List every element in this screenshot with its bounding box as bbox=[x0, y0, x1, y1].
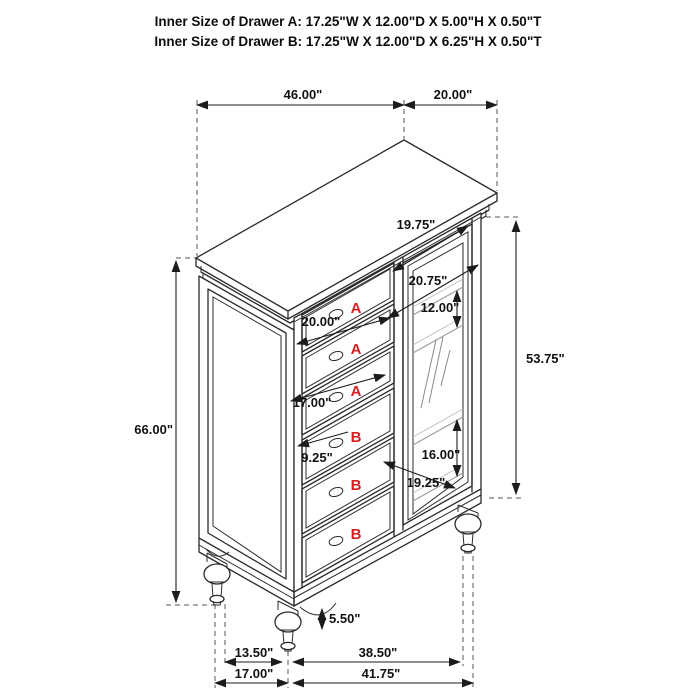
title-block bbox=[154, 14, 542, 49]
dim-lower-shelf-spacing-label: 16.00" bbox=[421, 447, 461, 462]
drawer-label-a2: A bbox=[350, 341, 362, 358]
drawer-label-b2: B bbox=[350, 477, 362, 494]
drawer-b-spec-text: Inner Size of Drawer B: 17.25"W X 12.00"D X 6.25"H X 0.50"T bbox=[154, 34, 542, 49]
leg-front-right bbox=[455, 505, 481, 553]
dim-overall-width-label: 46.00" bbox=[283, 87, 323, 102]
dim-foot-side-inner-label: 13.50" bbox=[234, 645, 274, 660]
dim-base-clearance-label: 5.50" bbox=[329, 611, 361, 626]
dim-drawer-front-height-label: 9.25" bbox=[301, 450, 333, 465]
cabinet bbox=[196, 140, 497, 651]
dim-foot-side-outer-label: 17.00" bbox=[234, 666, 274, 681]
drawer-label-b3: B bbox=[350, 526, 362, 543]
dim-overall-height-label: 66.00" bbox=[134, 422, 173, 437]
dim-door-inner-width-label: 20.75" bbox=[408, 273, 448, 288]
dim-door-bottom-width-label: 19.25" bbox=[406, 475, 446, 490]
dim-upper-shelf-spacing-label: 12.00" bbox=[420, 300, 460, 315]
dim-drawer-section-width-label: 20.00" bbox=[301, 314, 341, 329]
drawer-a-spec-text: Inner Size of Drawer A: 17.25"W X 12.00"D X 5.00"H X 0.50"T bbox=[154, 14, 542, 29]
left-side-panel bbox=[199, 276, 294, 592]
drawer-label-a3: A bbox=[350, 383, 362, 400]
dim-door-top-width-label: 19.75" bbox=[396, 217, 436, 232]
dim-drawer-opening-width-label: 17.00" bbox=[292, 395, 332, 410]
drawer-label-b1: B bbox=[350, 429, 362, 446]
dim-overall-depth-label: 20.00" bbox=[433, 87, 473, 102]
drawer-label-a1: A bbox=[350, 300, 362, 317]
leg-front bbox=[275, 601, 301, 651]
dim-foot-front-outer-label: 41.75" bbox=[361, 666, 401, 681]
dim-foot-front-inner-label: 38.50" bbox=[358, 645, 398, 660]
dim-door-section-height-label: 53.75" bbox=[526, 351, 565, 366]
